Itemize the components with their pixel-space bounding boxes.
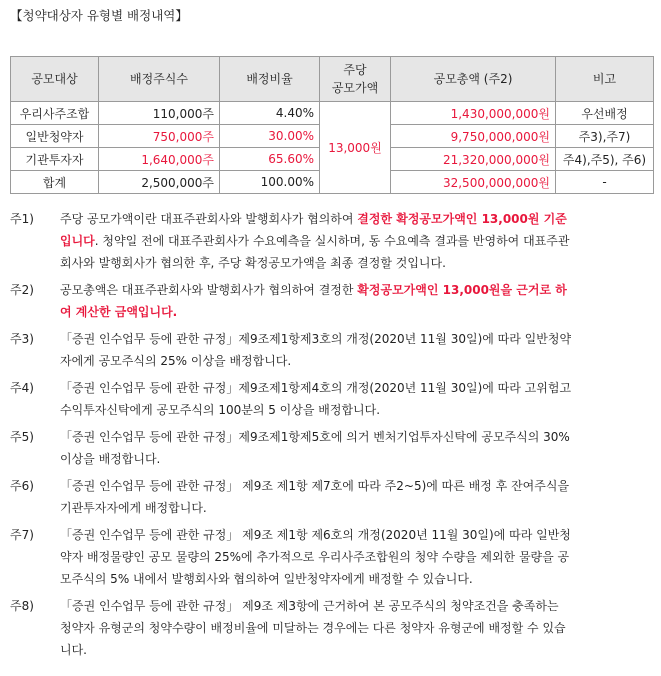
footnote-text <box>60 426 655 470</box>
footnote-4 <box>10 377 655 421</box>
footnote-7 <box>10 524 655 590</box>
allocation-table <box>10 56 654 194</box>
footnote-label: 주8) <box>10 599 34 613</box>
footnote-text <box>60 328 655 372</box>
cell-target: 일반청약자 <box>11 125 99 148</box>
footnotes <box>10 208 655 666</box>
cell-price: 13,000원 <box>320 102 391 194</box>
col-header-ratio: 배정비율 <box>220 57 320 102</box>
footnote-highlight: 확정공모가액인 13,000원을 근거로 하여 계산한 금액입니다. <box>60 283 567 319</box>
footnote-segment: 「증권 인수업무 등에 관한 규정」 제9조 제1항 제7호에 따라 주2~5)에 따른 배정 후 잔여주식을 기관투자자에게 배정합니다. <box>60 479 570 515</box>
footnote-text <box>60 208 655 274</box>
cell-amount: 9,750,000,000원 <box>391 125 556 148</box>
cell-shares: 1,640,000주 <box>99 148 220 171</box>
cell-amount: 21,320,000,000원 <box>391 148 556 171</box>
cell-target: 합계 <box>11 171 99 194</box>
footnote-text <box>60 377 655 421</box>
footnote-5 <box>10 426 655 470</box>
cell-note: 주4),주5), 주6) <box>556 148 654 171</box>
cell-target: 기관투자자 <box>11 148 99 171</box>
footnote-segment: . 청약일 전에 대표주관회사가 수요예측을 실시하며, 동 수요예측 결과를 반영하여 대표주관회사와 발행회사가 협의한 후, 주당 확정공모가액을 최종 결정할 것입니다. <box>60 234 570 270</box>
cell-note: 우선배정 <box>556 102 654 125</box>
footnote-label: 주2) <box>10 283 34 297</box>
footnote-segment: 「증권 인수업무 등에 관한 규정」 제9조 제3항에 근거하여 본 공모주식의 청약조건을 충족하는 청약자 유형군의 청약수량이 배정비율에 미달하는 경우에는 다른 청약자 유형군에 배정할 수 있습니다. <box>60 599 566 657</box>
cell-ratio: 65.60% <box>220 148 320 171</box>
footnote-segment: 「증권 인수업무 등에 관한 규정」제9조제1항제3호의 개정(2020년 11월 30일)에 따라 일반청약자에게 공모주식의 25% 이상을 배정합니다. <box>60 332 572 368</box>
cell-target: 우리사주조합 <box>11 102 99 125</box>
col-header-shares: 배정주식수 <box>99 57 220 102</box>
table-row <box>11 102 654 125</box>
footnote-segment: 「증권 인수업무 등에 관한 규정」 제9조 제1항 제6호의 개정(2020년 11월 30일)에 따라 일반청약자 배정물량인 공모 물량의 25%에 추가적으로 우리사주조합원의 청약 수량을 제외한 물량을 공모주식의 5% 내에서 발행회사와 협의하여 일반청약자에게 배정할 수 있습니다. <box>60 528 571 586</box>
col-header-target: 공모대상 <box>11 57 99 102</box>
footnote-segment: 「증권 인수업무 등에 관한 규정」제9조제1항제5호에 의거 벤처기업투자신탁에 공모주식의 30% 이상을 배정합니다. <box>60 430 570 466</box>
table-header-row <box>11 57 654 102</box>
cell-shares: 2,500,000주 <box>99 171 220 194</box>
footnote-segment: 「증권 인수업무 등에 관한 규정」제9조제1항제4호의 개정(2020년 11월 30일)에 따라 고위험고수익투자신탁에게 공모주식의 100분의 5 이상을 배정합니다. <box>60 381 572 417</box>
footnote-2 <box>10 279 655 323</box>
footnote-8 <box>10 595 655 661</box>
footnote-highlight: 결정한 확정공모가액인 13,000원 기준입니다 <box>60 212 567 248</box>
cell-ratio: 100.00% <box>220 171 320 194</box>
cell-amount: 1,430,000,000원 <box>391 102 556 125</box>
cell-shares: 750,000주 <box>99 125 220 148</box>
footnote-text <box>60 475 655 519</box>
section-title: 【청약대상자 유형별 배정내역】 <box>10 8 188 23</box>
cell-ratio: 30.00% <box>220 125 320 148</box>
col-header-note: 비고 <box>556 57 654 102</box>
cell-note: - <box>556 171 654 194</box>
footnote-1 <box>10 208 655 274</box>
footnote-3 <box>10 328 655 372</box>
footnote-label: 주3) <box>10 332 34 346</box>
cell-ratio: 4.40% <box>220 102 320 125</box>
col-header-price <box>320 57 391 102</box>
footnote-segment: 주당 공모가액이란 대표주관회사와 발행회사가 협의하여 <box>60 212 358 226</box>
col-header-amount: 공모총액 (주2) <box>391 57 556 102</box>
footnote-label: 주4) <box>10 381 34 395</box>
footnote-label: 주1) <box>10 212 34 226</box>
cell-amount: 32,500,000,000원 <box>391 171 556 194</box>
footnote-6 <box>10 475 655 519</box>
footnote-text <box>60 524 655 590</box>
footnote-segment: 공모총액은 대표주관회사와 발행회사가 협의하여 결정한 <box>60 283 358 297</box>
footnote-label: 주7) <box>10 528 34 542</box>
col-header-price-line2: 공모가액 <box>331 81 379 95</box>
footnote-text <box>60 595 655 661</box>
footnote-label: 주5) <box>10 430 34 444</box>
footnote-text <box>60 279 655 323</box>
footnote-label: 주6) <box>10 479 34 493</box>
col-header-price-line1: 주당 <box>343 63 367 77</box>
cell-shares: 110,000주 <box>99 102 220 125</box>
cell-note: 주3),주7) <box>556 125 654 148</box>
